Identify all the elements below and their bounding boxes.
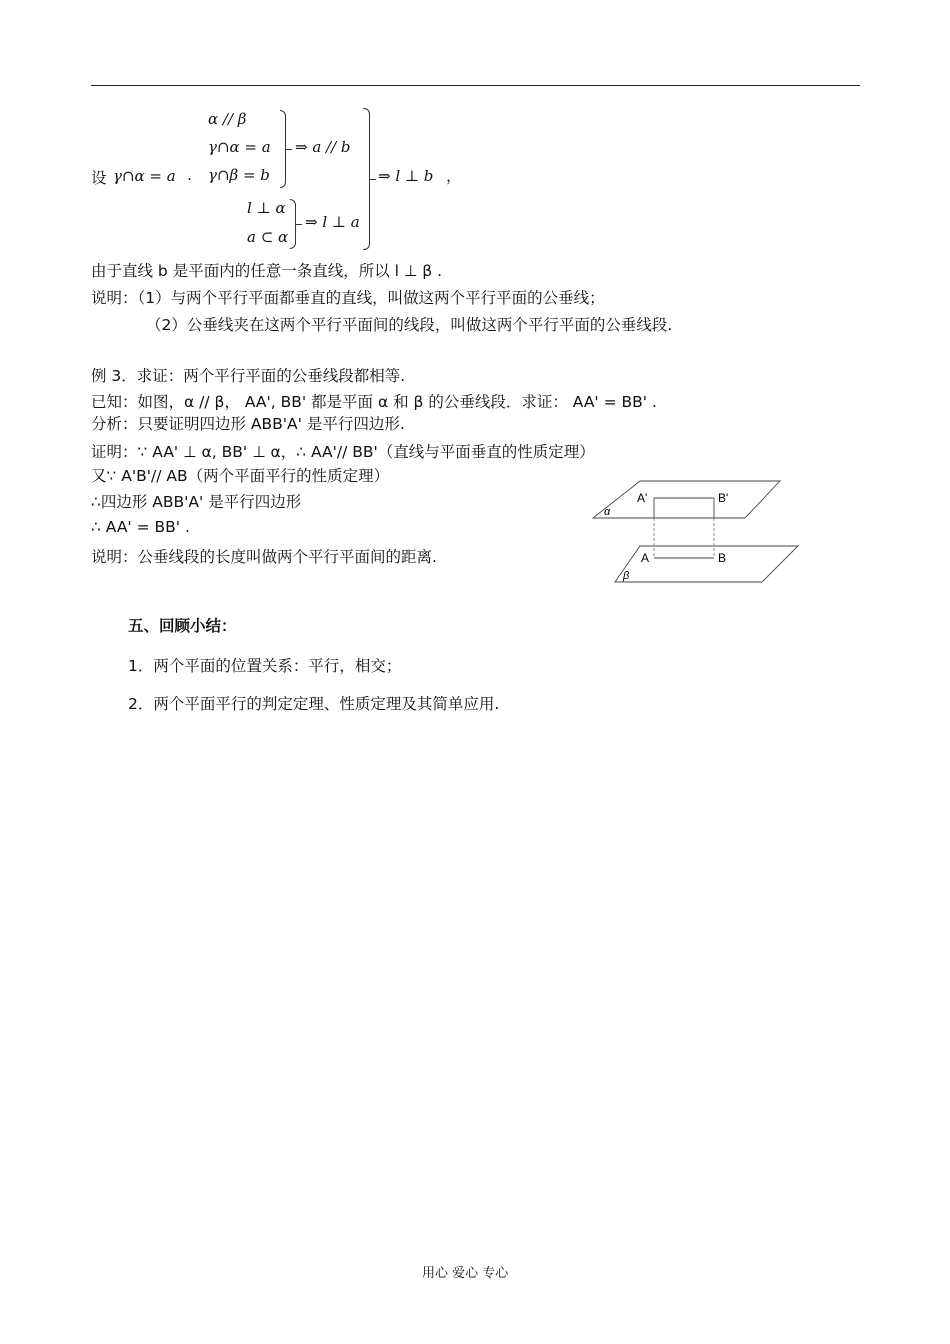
brace-big <box>363 108 370 250</box>
label-a: A <box>641 551 650 565</box>
given-line: 已知：如图，α // β， AA', BB' 都是平面 α 和 β 的公垂线段．求证： AA' = BB' . <box>91 393 657 411</box>
label-beta: β <box>623 570 630 582</box>
brace-2 <box>290 199 296 249</box>
cond-gamma-alpha: γ∩α = a <box>208 138 271 156</box>
example-3-title: 例 3．求证：两个平行平面的公垂线段都相等. <box>91 367 406 385</box>
implies-a-parallel-b: ⇒ a // b <box>295 138 351 156</box>
cond-alpha-parallel-beta: α // β <box>208 110 247 128</box>
cond-l-perp-alpha: l ⊥ α <box>247 199 286 217</box>
note-2: （2）公垂线夹在这两个平行平面间的线段，叫做这两个平行平面的公垂线段. <box>146 316 673 334</box>
implies-l-perp-b: ⇒ l ⊥ b <box>378 167 434 185</box>
footer-text: 用心 爱心 专心 <box>422 1266 509 1281</box>
plane-alpha <box>593 481 780 518</box>
proof-line-4: ∴ AA' = BB' . <box>91 518 190 536</box>
label-b-prime: B' <box>718 491 729 505</box>
proof-line-2: 又∵ A'B'// AB（两个平面平行的性质定理） <box>91 467 390 485</box>
header-rule <box>91 85 860 86</box>
prefix-she: 设 <box>91 169 107 187</box>
distance-note: 说明：公垂线段的长度叫做两个平行平面间的距离. <box>91 548 437 566</box>
label-a-prime: A' <box>637 491 648 505</box>
comma: ， <box>446 167 462 185</box>
summary-item-2: 2．两个平面平行的判定定理、性质定理及其简单应用. <box>128 695 500 713</box>
proof-line-1: 证明：∵ AA' ⊥ α, BB' ⊥ α，∴ AA'// BB'（直线与平面垂直的性质定理） <box>91 443 595 461</box>
summary-item-1: 1．两个平面的位置关系：平行，相交； <box>128 657 402 675</box>
implies-l-perp-a: ⇒ l ⊥ a <box>305 213 360 231</box>
summary-title: 五、回顾小结： <box>128 617 237 635</box>
label-b: B <box>718 551 727 565</box>
conclusion-line: 由于直线 b 是平面内的任意一条直线，所以 l ⊥ β . <box>91 262 443 280</box>
cond-gamma-beta: γ∩β = b <box>208 166 270 184</box>
note-1: 说明：（1）与两个平行平面都垂直的直线，叫做这两个平行平面的公垂线； <box>91 289 605 307</box>
analysis-line: 分析：只要证明四边形 ABB'A' 是平行四边形. <box>91 415 405 433</box>
parallel-planes-figure <box>590 478 805 588</box>
dot: . <box>187 166 192 184</box>
brace-1 <box>280 110 286 188</box>
cond-a-subset-alpha: a ⊂ α <box>247 228 289 246</box>
gamma-cap-alpha: γ∩α = a <box>113 167 176 185</box>
label-alpha: α <box>604 506 611 518</box>
proof-line-3: ∴四边形 ABB'A' 是平行四边形 <box>91 493 302 511</box>
